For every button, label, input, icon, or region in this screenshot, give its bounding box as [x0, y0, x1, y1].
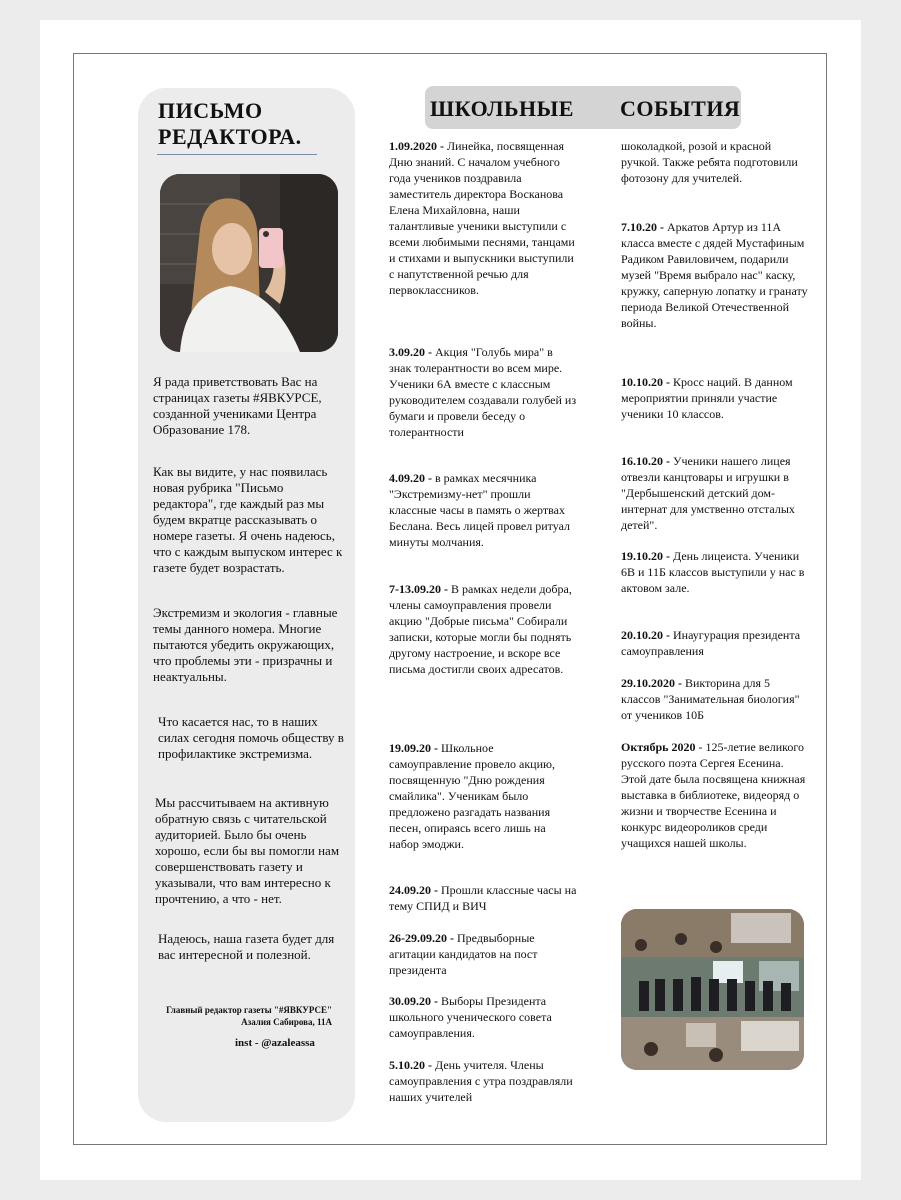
title-underline [157, 154, 317, 155]
editor-letter-title [158, 98, 302, 150]
instagram-handle: inst - @azaleassa [235, 1037, 315, 1049]
event-item: 29.10.2020 - Викторина для 5 классов "Занимательная биология" от учеников 10Б [621, 676, 800, 722]
title-line-2: РЕДАКТОРА. [158, 124, 302, 149]
event-item: 5.10.20 - День учителя. Члены самоуправления с утра поздравляли наших учителей [389, 1058, 573, 1104]
event-item: 4.09.20 - в рамках месячника "Экстремизму-нет" прошли классные часы в память о жертвах Беслана. Весь лицей провел ритуал минуты молчания. [389, 471, 571, 549]
event-item: 20.10.20 - Инаугурация президента самоуправления [621, 628, 801, 658]
editor-paragraph-5: Мы рассчитываем на активную обратную связь с читательской аудиторией. Было бы очень хорошо, если бы вы помогли нам совершенствовать газету и указывали, что вам интересно к прочтению, а что - нет. [155, 795, 340, 906]
events-photo-collage [621, 909, 804, 1070]
editor-paragraph-4: Что касается нас, то в наших силах сегодня помочь обществу в профилактике экстремизма. [158, 714, 344, 761]
event-item: 19.09.20 - Школьное самоуправление провело акцию, посвященную "Дню рождения смайлика". Ученикам было предложено разгадать названия песен, опираясь всего лишь на набор эмоджи. [389, 741, 555, 851]
editor-paragraph-1: Я рада приветствовать Вас на страницах газеты #ЯВКУРСЕ, созданной учениками Центра Образование 178. [153, 374, 322, 437]
editor-photo [160, 174, 338, 352]
event-item: 19.10.20 - День лицеиста. Ученики 6В и 11Б классов выступили у нас в актовом зале. [621, 549, 805, 595]
event-item: 7.10.20 - Аркатов Артур из 11А класса вместе с дядей Мустафиным Радиком Равиловичем, подарили музей "Время выбрало нас" каску, кружку, саперную лопатку и гранату периода Великой Отечественной войны. [621, 220, 808, 330]
event-item: 3.09.20 - Акция "Голубь мира" в знак толерантности во всем мире. Ученики 6А вместе с классным руководителем создавали голубей из бумаги и провели беседу о толерантности [389, 345, 577, 439]
event-item: 10.10.20 - Кросс наций. В данном мероприятии приняли участие ученики 10 классов. [621, 375, 793, 421]
editor-paragraph-3: Экстремизм и экология - главные темы данного номера. Многие пытаются убедить окружающих, что проблемы эти - призрачны и неактуальны. [153, 605, 338, 684]
title-line-1: ПИСЬМО [158, 98, 263, 123]
event-item: 24.09.20 - Прошли классные часы на тему СПИД и ВИЧ [389, 883, 577, 913]
editor-paragraph-6: Надеюсь, наша газета будет для вас интересной и полезной. [158, 931, 335, 962]
editor-paragraph-2: Как вы видите, у нас появилась новая рубрика "Письмо редактора", где каждый раз мы будем вкратце рассказывать о номере газеты. Я очень надеюсь, что с каждым выпуском интерес к газете будет возрастать. [153, 464, 343, 575]
event-item: 16.10.20 - Ученики нашего лицея отвезли канцтовары и игрушки в "Дербышенский детский дом-интернат для умственно отсталых детей". [621, 454, 795, 532]
event-item: Октябрь 2020 - 125-летие великого русского поэта Сергея Есенина. Этой дате была посвящена книжная выставка в библиотеке, видеоряд о жизни и творчестве Есенина и конкурс видеороликов среди учащихся нашей школы. [621, 740, 806, 850]
events-header-word-2: СОБЫТИЯ [620, 96, 741, 121]
events-header-word-1: ШКОЛЬНЫЕ [430, 96, 574, 121]
signature-name: Азалия Сабирова, 11А [241, 1017, 332, 1027]
editor-signature [150, 1004, 332, 1028]
event-item: 7-13.09.20 - В рамках недели добра, члены самоуправления провели акцию "Добрые письма" Собирали записки, которые могли бы поднять другому настроение, и вскоре все письма достигли своих адресатов. [389, 582, 572, 676]
event-item: шоколадкой, розой и красной ручкой. Также ребята подготовили фотозону для учителей. [621, 139, 798, 185]
signature-role: Главный редактор газеты "#ЯВКУРСЕ" [166, 1005, 332, 1015]
event-item: 1.09.2020 - Линейка, посвященная Дню знаний. С началом учебного года учеников поздравила заместитель директора Восканова Елена Михайловна, наши талантливые ученики выступили с всеми любимыми песнями, танцами и стихами и выпускники выступили с напутственной речью для первоклассников. [389, 139, 575, 297]
event-item: 26-29.09.20 - Предвыборные агитации кандидатов на пост президента [389, 931, 538, 977]
event-item: 30.09.20 - Выборы Президента школьного ученического совета самоуправления. [389, 994, 552, 1040]
